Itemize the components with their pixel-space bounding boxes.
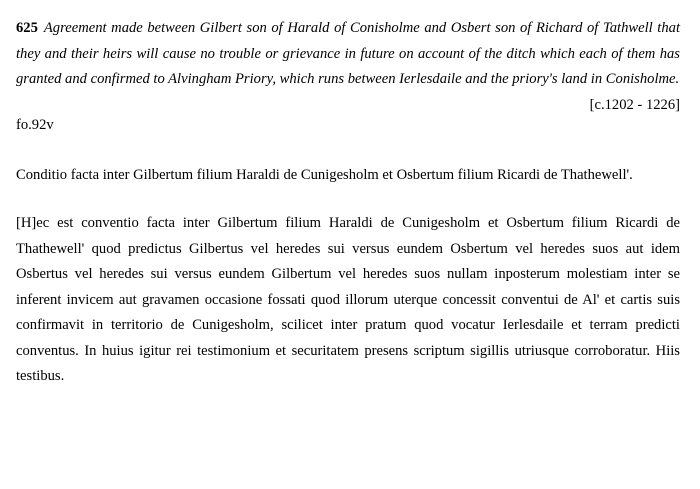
charter-body: [H]ec est conventio facta inter Gilbertum filium Haraldi de Cunigesholm et Osbertum filium Ricardi de Thathewell' quod predictus Gilbertus vel heredes sui versus eundem Osbertum vel heredes suos aut idem Osbertus vel heredes sui versus eundem Gilbertum vel heredes suos nullam inposterum molestiam inter se inferent invicem aut gravamen occasione fossati quod illorum uterque concessit conventui de Al' et cartis suis confirmavit in territorio de Cunigesholm, scilicet inter pratum quod vocatur Ierlesdaile et terram predicti conventus. In huius igitur rei testimonium et securitatem presens scriptum sigillis utriusque corroboratur. Hiis testibus.	[16, 215, 680, 384]
folio-reference: fo.92v	[16, 116, 54, 133]
charter-title: Conditio facta inter Gilbertum filium Haraldi de Cunigesholm et Osbertum filium Ricardi de Thathewell'.	[16, 166, 633, 183]
entry-date: [c.1202 - 1226]	[589, 96, 680, 113]
entry-number: 625	[16, 20, 38, 36]
document-page	[16, 16, 680, 390]
entry-summary: Agreement made between Gilbert son of Harald of Conisholme and Osbert son of Richard of Tathwell that they and their heirs will cause no trouble or grievance in future on account of the ditch which each of them has granted and confirmed to Alvingham Priory, which runs between Ierlesdaile and the priory's land in Conisholme.	[16, 20, 680, 87]
entry-heading	[16, 16, 680, 93]
